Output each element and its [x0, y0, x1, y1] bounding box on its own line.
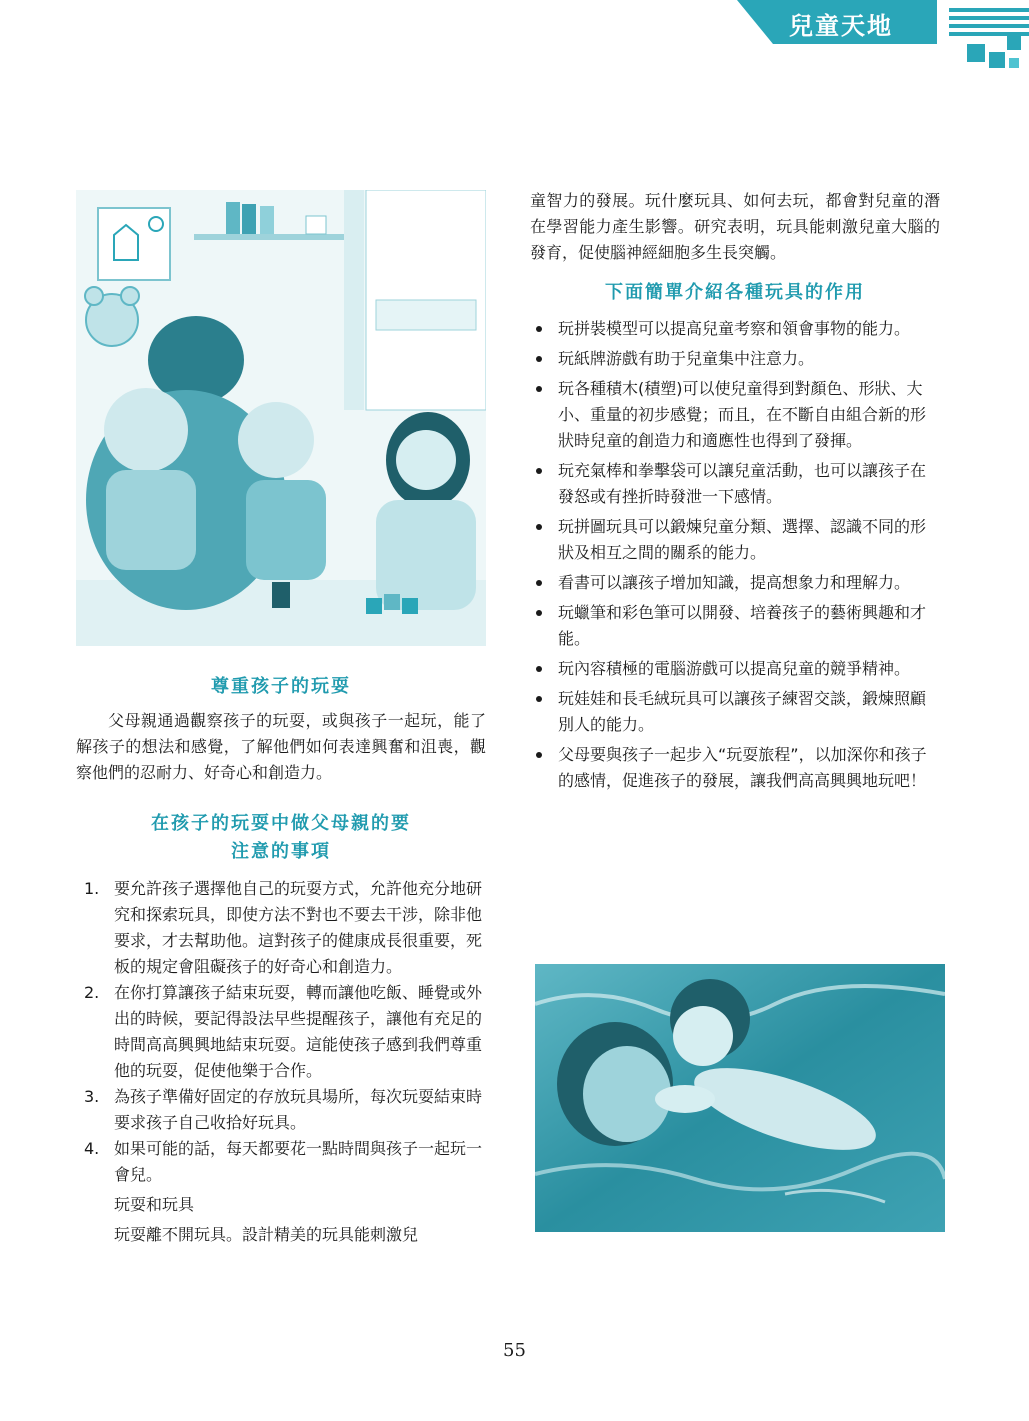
list-item-number: 3.	[84, 1087, 100, 1106]
pool-photo	[535, 964, 945, 1232]
banner-stripe	[949, 16, 1029, 20]
family-play-photo	[76, 190, 486, 646]
list-item	[76, 980, 486, 1084]
list-item: 父母要與孩子一起步入“玩耍旅程”，以加深你和孩子的感情，促進孩子的發展，讓我們高高興興地玩吧！	[530, 742, 940, 794]
list-item-text: 要允許孩子選擇他自己的玩耍方式，允許他充分地研究和探索玩具，即使方法不對也不要去干涉，除非他要求，才去幫助他。這對孩子的健康成長很重要，死板的規定會阻礙孩子的好奇心和創造力。	[114, 879, 483, 976]
banner-stripe	[949, 24, 1029, 28]
section-tab-title: 兒童天地	[789, 12, 893, 40]
list-item: 玩娃娃和長毛絨玩具可以讓孩子練習交談，鍛煉照顧別人的能力。	[530, 686, 940, 738]
list-item	[76, 876, 486, 980]
list-item: 看書可以讓孩子增加知識，提高想象力和理解力。	[530, 570, 940, 596]
paragraph-observe: 父母親通過觀察孩子的玩耍，或與孩子一起玩，能了解孩子的想法和感覺，了解他們如何表達興奮和沮喪，觀察他們的忍耐力、好奇心和創造力。	[76, 711, 486, 782]
banner-square	[989, 52, 1005, 68]
list-item: 玩內容積極的電腦游戲可以提高兒童的競爭精神。	[530, 656, 940, 682]
banner-square	[967, 44, 985, 62]
list-item: 玩紙牌游戲有助于兒童集中注意力。	[530, 346, 940, 372]
list-item	[76, 1136, 486, 1188]
list-item: 玩充氣棒和拳擊袋可以讓兒童活動，也可以讓孩子在發怒或有挫折時發泄一下感情。	[530, 458, 940, 510]
list-item: 玩拼圖玩具可以鍛煉兒童分類、選擇、認識不同的形狀及相互之間的關系的能力。	[530, 514, 940, 566]
heading-parent-notes	[76, 810, 486, 866]
list-item	[76, 1084, 486, 1136]
heading-respect-play: 尊重孩子的玩耍	[211, 676, 351, 697]
right-column	[530, 188, 940, 798]
banner-stripe	[949, 8, 1029, 12]
heading-parent-notes-line2: 注意的事項	[231, 841, 331, 862]
list-item-text: 如果可能的話，每天都要花一點時間與孩子一起玩一會兒。	[114, 1139, 483, 1184]
banner-square	[1007, 36, 1021, 50]
heading-parent-notes-line1: 在孩子的玩耍中做父母親的要	[151, 813, 411, 834]
subheading-play-and-toys: 玩耍和玩具	[114, 1195, 195, 1214]
notes-list	[76, 876, 486, 1188]
list-item-number: 1.	[84, 879, 100, 898]
left-column	[76, 674, 486, 1248]
list-item-number: 2.	[84, 983, 100, 1002]
list-item-number: 4.	[84, 1139, 100, 1158]
list-item: 玩蠟筆和彩色筆可以開發、培養孩子的藝術興趣和才能。	[530, 600, 940, 652]
list-item: 玩各種積木(積塑)可以使兒童得到對顏色、形狀、大小、重量的初步感覺；而且，在不斷自由組合新的形狀時兒童的創造力和適應性也得到了發揮。	[530, 376, 940, 454]
banner-square	[1009, 58, 1019, 68]
list-item-text: 為孩子準備好固定的存放玩具場所，每次玩耍結束時要求孩子自己收拾好玩具。	[114, 1087, 483, 1132]
paragraph-toys-start: 玩耍離不開玩具。設計精美的玩具能刺激兒	[114, 1225, 419, 1244]
list-item-text: 在你打算讓孩子結束玩耍，轉而讓他吃飯、睡覺或外出的時候，要記得設法早些提醒孩子，讓他有充足的時間高高興興地結束玩耍。這能使孩子感到我們尊重他的玩耍，促使他樂于合作。	[114, 983, 483, 1080]
section-banner	[729, 0, 1029, 80]
page-number: 55	[503, 1340, 526, 1361]
toy-functions-list	[530, 316, 940, 794]
list-item: 玩拼裝模型可以提高兒童考察和領會事物的能力。	[530, 316, 940, 342]
heading-toy-functions: 下面簡單介紹各種玩具的作用	[605, 282, 865, 303]
paragraph-toys-continued: 童智力的發展。玩什麼玩具、如何去玩，都會對兒童的潛在學習能力產生影響。研究表明，玩具能刺激兒童大腦的發育，促使腦神經細胞多生長突觸。	[530, 191, 940, 262]
